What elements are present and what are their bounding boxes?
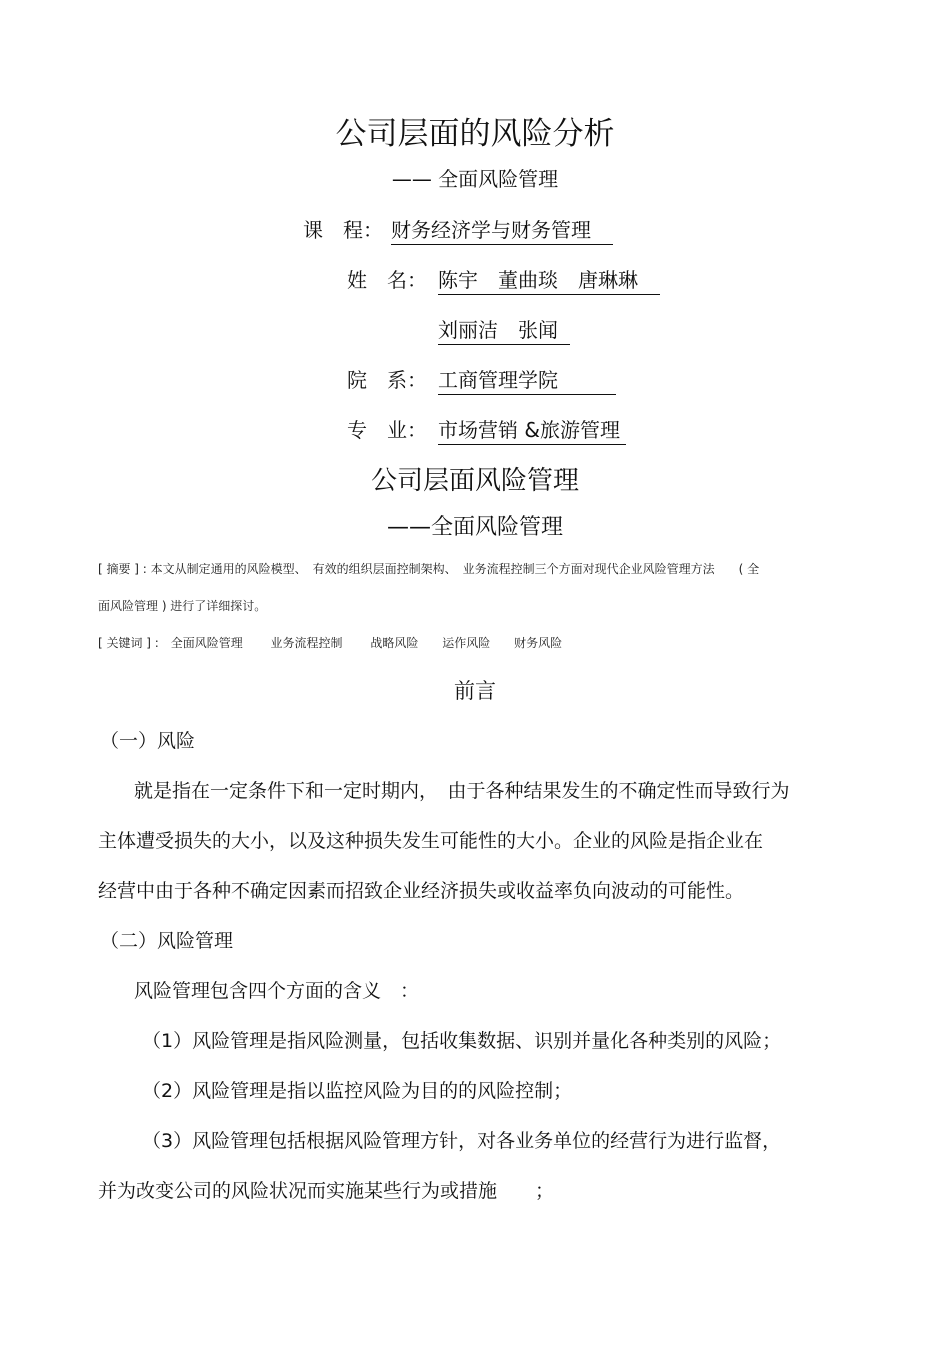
- keyword-item: 业务流程控制: [270, 636, 343, 650]
- preface-heading: 前言: [454, 679, 496, 703]
- list-item-continuation: 并为改变公司的风险状况而实施某些行为或措施 ；: [98, 1180, 555, 1202]
- keyword-item: 战略风险: [370, 636, 419, 650]
- paper-title: 公司层面风险管理: [370, 466, 579, 496]
- section1-heading: （一）风险: [100, 730, 196, 752]
- list-item: （1）风险管理是指风险测量，包括收集数据、识别并量化各种类别的风险；: [142, 1030, 782, 1052]
- section2-intro: 风险管理包含四个方面的含义 ：: [134, 980, 420, 1002]
- major-label: 专 业：: [347, 418, 427, 442]
- course-label: 课 程：: [303, 218, 383, 242]
- list-item: （3）风险管理包括根据风险管理方针，对各业务单位的经营行为进行监督，: [142, 1130, 782, 1152]
- abstract-line2: 面风险管理 ) 进行了详细探讨。: [98, 599, 267, 613]
- abstract-line1: [ 摘要 ] : 本文从制定通用的风险模型、 有效的组织层面控制架构、 业务流程控制三个方面对现代企业风险管理方法 ( 全: [98, 562, 760, 576]
- keyword-item: 运作风险: [442, 636, 491, 650]
- section1-paragraph-line: 经营中由于各种不确定因素而招致企业经济损失或收益率负向波动的可能性。: [98, 880, 745, 902]
- keywords-label: [ 关键词 ] :: [98, 636, 159, 650]
- list-item: （2）风险管理是指以监控风险为目的的风险控制；: [142, 1080, 573, 1102]
- name-label: 姓 名：: [347, 268, 427, 292]
- document-title: 公司层面的风险分析: [335, 116, 615, 152]
- dept-value: 工商管理学院: [438, 364, 616, 395]
- section1-paragraph-line: 主体遭受损失的大小，以及这种损失发生可能性的大小。企业的风险是指企业在: [98, 830, 764, 852]
- keyword-item: 财务风险: [514, 636, 563, 650]
- paper-subtitle: ——全面风险管理: [386, 515, 563, 540]
- section2-heading: （二）风险管理: [100, 930, 234, 952]
- names-line1: 陈宇 董曲琰 唐琳琳: [438, 264, 660, 295]
- dept-label: 院 系：: [347, 368, 427, 392]
- major-value: 市场营销 &旅游管理: [438, 414, 626, 445]
- keyword-item: 全面风险管理: [170, 636, 243, 650]
- section1-paragraph-line: 就是指在一定条件下和一定时期内， 由于各种结果发生的不确定性而导致行为: [134, 780, 790, 802]
- names-line2: 刘丽洁 张闻: [438, 314, 570, 345]
- document-subtitle: —— 全面风险管理: [391, 167, 559, 191]
- keywords-line: [98, 634, 586, 651]
- course-value: 财务经济学与财务管理: [391, 214, 613, 245]
